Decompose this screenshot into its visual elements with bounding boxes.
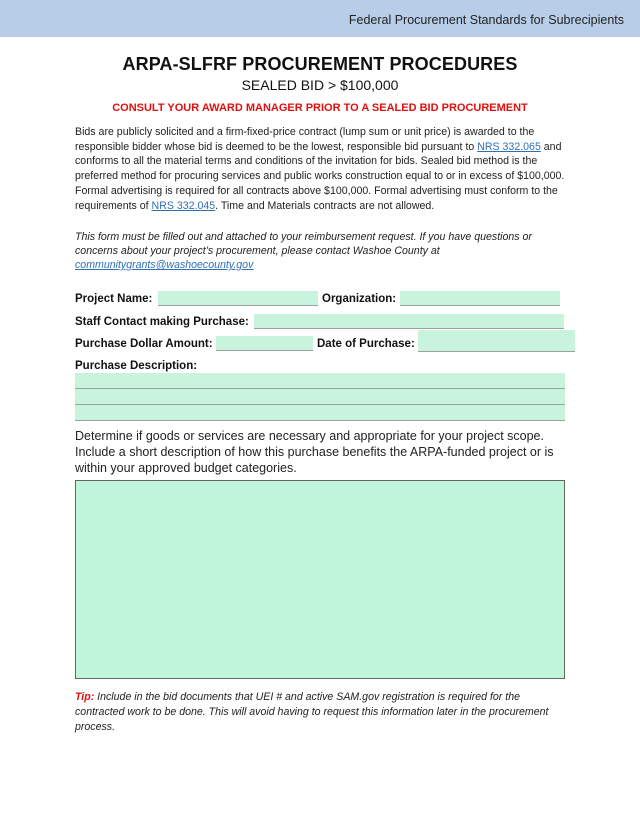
tip-note: [75, 690, 567, 735]
header-band: [0, 0, 640, 37]
amount-label: Purchase Dollar Amount:: [75, 338, 213, 350]
intro-text-1: Bids are publicly solicited and a firm-fixed-price contract (lump sum or unit price) is awarded to the responsible bidder whose bid is deemed to be the lowest, responsible bid pursuant to: [75, 126, 535, 153]
date-field[interactable]: [418, 330, 575, 352]
date-label: Date of Purchase:: [317, 338, 415, 350]
description-line-1[interactable]: [75, 373, 565, 389]
tip-label: Tip:: [75, 691, 95, 703]
justification-textbox[interactable]: [75, 480, 565, 679]
staff-contact-field[interactable]: [254, 314, 564, 329]
determine-text: Determine if goods or services are necessary and appropriate for your project scope. Include a short description of how this purchase benefits the ARPA-funded project or is within your approved budget categories.: [75, 429, 554, 475]
nrs-332-045-link[interactable]: NRS 332.045: [151, 199, 216, 212]
tip-text: Include in the bid documents that UEI # and active SAM.gov registration is required for the contracted work to be done. This will avoid having to request this information later in the procurement process.: [75, 691, 549, 733]
project-name-label: Project Name:: [75, 293, 153, 305]
email-link[interactable]: communitygrants@washoecounty.gov: [75, 259, 254, 271]
project-name-field[interactable]: [158, 291, 318, 306]
intro-text-2: and conforms to all the material terms and conditions of the invitation for bids. Sealed bid method is the preferred method for procuring services and public works construction equal to or in excess of $100,000. Formal advertising is required for all contracts above $100,000. Formal advertising must conform to the requirements of: [75, 140, 565, 212]
page-subtitle: SEALED BID > $100,000: [241, 77, 399, 93]
organization-label: Organization:: [322, 293, 397, 305]
description-label: Purchase Description:: [75, 360, 198, 372]
amount-field[interactable]: [216, 336, 313, 351]
instructions-note: [75, 230, 567, 272]
staff-contact-label: Staff Contact making Purchase:: [75, 316, 249, 328]
note-text: This form must be filled out and attached to your reimbursement request. If you have questions or concerns about your project’s procurement, please contact Washoe County at: [75, 231, 532, 257]
header-text: Federal Procurement Standards for Subrecipients: [348, 13, 624, 27]
intro-text-3: . Time and Materials contracts are not allowed.: [215, 199, 435, 212]
consult-warning: CONSULT YOUR AWARD MANAGER PRIOR TO A SEALED BID PROCUREMENT: [112, 102, 528, 114]
description-line-2[interactable]: [75, 389, 565, 405]
nrs-332-065-link[interactable]: NRS 332.065: [477, 140, 541, 153]
intro-paragraph: [75, 125, 567, 213]
description-line-3[interactable]: [75, 405, 565, 421]
organization-field[interactable]: [400, 291, 560, 306]
page-title: ARPA-SLFRF PROCUREMENT PROCEDURES: [122, 54, 518, 74]
